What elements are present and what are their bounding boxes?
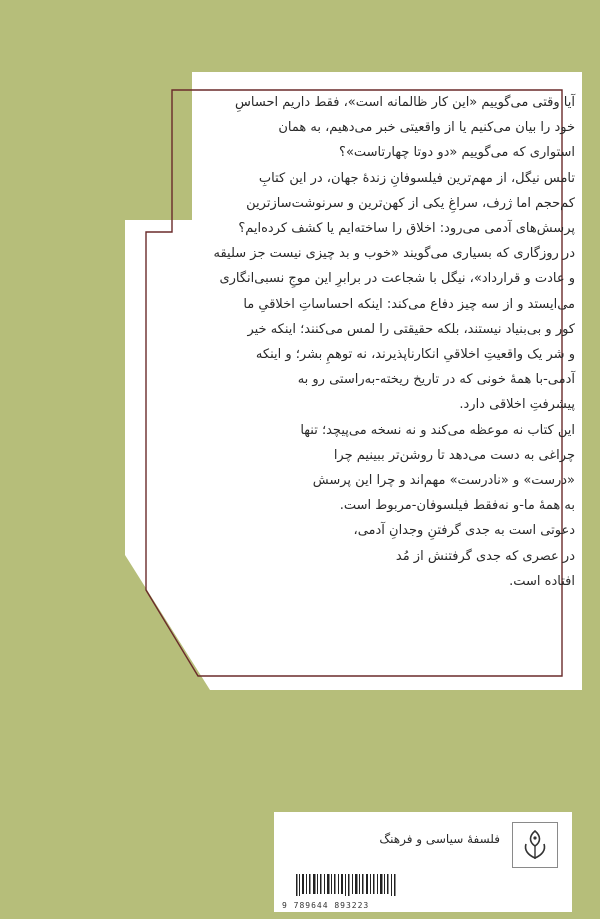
barcode [284,874,562,902]
blurb-line: و عادت و قرارداد»، نیگل با شجاعت در برابرِ این موجِ نسبی‌انگاری [219,271,575,287]
barcode-number: 9 789644 893223 [282,901,370,910]
blurb-line: پیشرفتِ اخلاقی دارد. [459,397,575,413]
blurb-line: پرسش‌های آدمی می‌رود: اخلاق را ساخته‌ایم یا کشف کرده‌ایم؟ [238,221,575,237]
blurb-line: استواری که می‌گوییم «دو دوتا چهارتاست»؟ [339,145,575,161]
blurb-line: این کتاب نه موعظه می‌کند و نه نسخه می‌پیچد؛ تنها [300,422,575,438]
blurb-line: می‌ایستد و از سه چیز دفاع می‌کند: اینکه احساساتِ اخلاقیِ ما [243,296,575,312]
blurb-line: کور و بی‌بنیاد نیستند، بلکه حقیقتی را لمس می‌کنند؛ اینکه خیر [247,321,575,337]
blurb-line: و شر یک واقعیتِ اخلاقیِ انکارناپذیرند، نه توهمِ بشر؛ و اینکه [255,347,575,363]
blurb-line: خود را بیان می‌کنیم یا از واقعیتی خبر می‌دهیم، به همان [278,120,575,136]
blurb-line: «درست» و «نادرست» مهم‌اند و چرا این پرسش [312,473,575,489]
publisher-box [274,812,572,912]
blurb-line: تامس نیگل، از مهم‌ترین فیلسوفانِ زندهٔ جهان، در این کتابِ [258,170,575,186]
blurb-line: آدمی-با همهٔ خونی که در تاریخ ریخته-به‌راستی رو به [297,372,575,388]
publisher-logo-icon [512,822,558,868]
blurb-line: در عصری که جدی گرفتنش از مُد [395,548,575,564]
blurb-line: کم‌حجم اما ژرف، سراغِ یکی از کهن‌ترین و سرنوشت‌سازترین [246,195,575,211]
blurb-line: آیا وقتی می‌گوییم «این کار ظالمانه است»، فقط داریم احساسِ [235,95,575,110]
blurb-text [165,90,575,594]
blurb-line: دعوتی است به جدی گرفتنِ وجدانِ آدمی، [353,523,575,539]
series-label: فلسفهٔ سیاسی و فرهنگ [379,832,500,846]
publisher-logo-glyph [520,828,550,862]
blurb-line: چراغی به دست می‌دهد تا روشن‌تر ببینیم چرا [333,447,575,463]
blurb-line: افتاده است. [509,573,575,589]
blurb-line: به همهٔ ما-و نه‌فقط فیلسوفان-مربوط است. [339,498,575,514]
blurb-line: در روزگاری که بسیاری می‌گویند «خوب و بد چیزی نیست جز سلیقه [213,246,575,262]
